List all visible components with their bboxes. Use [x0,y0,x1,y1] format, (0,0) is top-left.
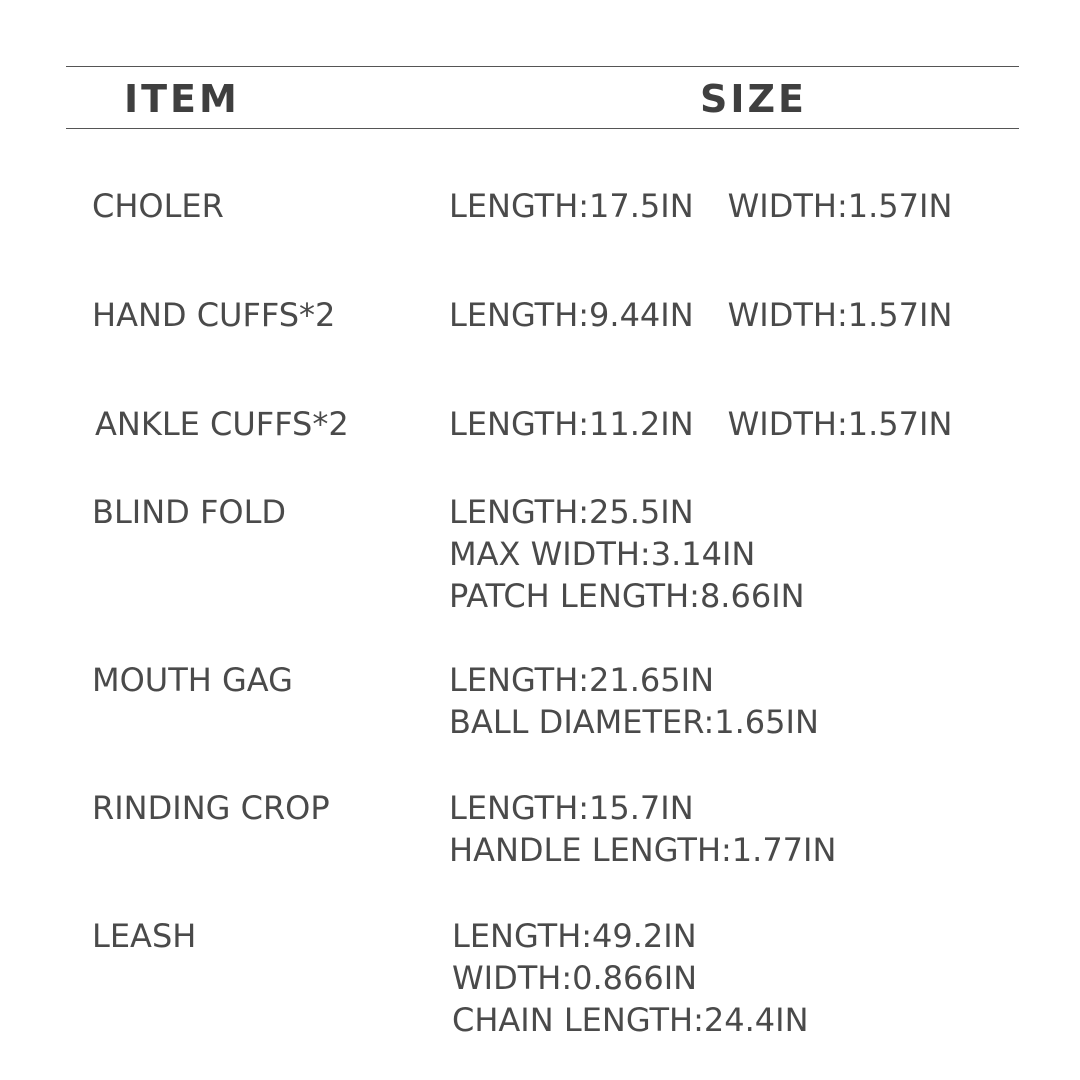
size-value: WIDTH:1.57IN [727,405,953,443]
column-header-size: SIZE [700,77,808,121]
size-line: HANDLE LENGTH:1.77IN [449,831,837,869]
size-values [449,787,836,871]
header-top-rule [66,66,1019,67]
item-name: LEASH [92,917,197,955]
size-line [449,403,952,445]
size-value: LENGTH:17.5IN [449,187,694,225]
size-line: CHAIN LENGTH:24.4IN [452,1001,809,1039]
size-values [449,403,952,445]
size-value: WIDTH:1.57IN [727,187,953,225]
column-header-item: ITEM [124,77,240,121]
item-name: ANKLE CUFFS*2 [95,405,349,443]
item-name: MOUTH GAG [92,661,293,699]
size-line [449,185,952,227]
size-values [449,659,819,743]
size-value: WIDTH:1.57IN [727,296,953,334]
item-name: CHOLER [92,187,224,225]
item-name: HAND CUFFS*2 [92,296,336,334]
size-value: LENGTH:11.2IN [449,405,694,443]
size-values [449,185,952,227]
size-line: LENGTH:21.65IN [449,661,715,699]
size-line: PATCH LENGTH:8.66IN [449,577,805,615]
size-line: BALL DIAMETER:1.65IN [449,703,819,741]
size-line [449,294,952,336]
size-value: LENGTH:9.44IN [449,296,694,334]
size-line: WIDTH:0.866IN [452,959,698,997]
size-line: MAX WIDTH:3.14IN [449,535,756,573]
size-line: LENGTH:25.5IN [449,493,694,531]
size-values [452,915,809,1041]
size-line: LENGTH:15.7IN [449,789,694,827]
header-bottom-rule [66,128,1019,129]
item-name: RINDING CROP [92,789,330,827]
item-name: BLIND FOLD [92,493,287,531]
size-line: LENGTH:49.2IN [452,917,697,955]
size-values [449,491,805,617]
size-values [449,294,952,336]
